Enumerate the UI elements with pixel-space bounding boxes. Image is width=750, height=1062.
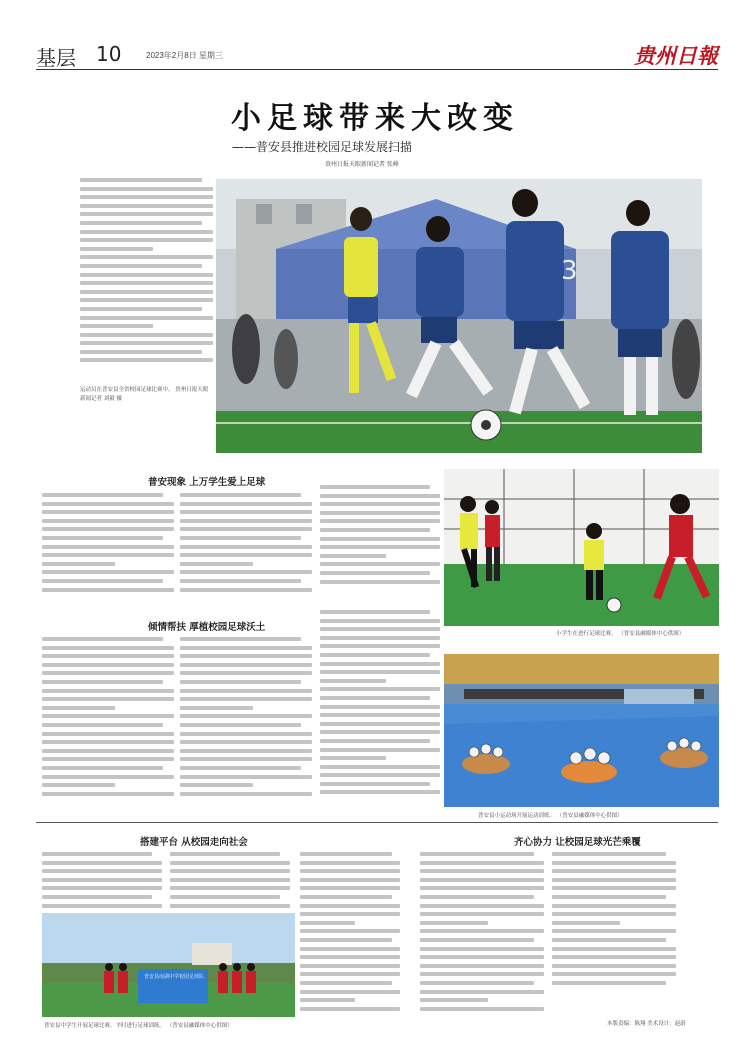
body-text-line	[300, 947, 400, 951]
body-text-line	[42, 783, 115, 787]
body-text-line	[320, 653, 430, 657]
body-text-line	[180, 723, 301, 727]
body-text-line	[170, 869, 290, 873]
body-text-line	[420, 1007, 544, 1011]
body-text-line	[42, 510, 174, 514]
body-text-line	[320, 644, 440, 648]
body-text-line	[42, 895, 152, 899]
page-number: 10	[96, 42, 122, 66]
body-text-line	[80, 255, 213, 259]
body-text-line	[300, 869, 400, 873]
body-text-line	[552, 861, 676, 865]
body-text-line	[180, 510, 312, 514]
body-text-line	[42, 714, 174, 718]
body-text-line	[180, 689, 312, 693]
body-text-line	[180, 519, 312, 523]
body-text-line	[552, 852, 666, 856]
pitch-photo-caption: 普安县小运动场开展运动训练。 （普安县融媒体中心供图）	[478, 813, 623, 819]
girls-photo-caption: 小学生在进行足球比赛。 （普安县融媒体中心供图）	[556, 631, 685, 637]
section-2-text-col-2	[180, 637, 312, 807]
body-text-line	[180, 671, 312, 675]
body-text-line	[170, 895, 280, 899]
body-text-line	[80, 281, 213, 285]
body-text-line	[42, 519, 174, 523]
body-text-line	[552, 981, 666, 985]
body-text-line	[552, 912, 676, 916]
body-text-line	[42, 723, 163, 727]
body-text-line	[42, 671, 174, 675]
section-2-text-col-3	[320, 610, 440, 810]
body-text-line	[180, 792, 312, 796]
body-text-line	[320, 485, 430, 489]
body-text-line	[80, 187, 213, 191]
section-4-text-col-2	[552, 852, 676, 1002]
body-text-line	[300, 895, 392, 899]
body-text-line	[420, 938, 534, 942]
body-text-line	[300, 964, 400, 968]
body-text-line	[180, 553, 312, 557]
body-text-line	[300, 929, 400, 933]
body-text-line	[320, 730, 440, 734]
body-text-line	[320, 696, 430, 700]
section-name: 基层	[36, 46, 76, 70]
svg-text:3: 3	[561, 256, 578, 286]
body-text-line	[300, 972, 400, 976]
body-text-line	[80, 195, 213, 199]
body-text-line	[180, 527, 312, 531]
masthead	[36, 40, 718, 70]
body-text-line	[170, 886, 290, 890]
body-text-line	[552, 886, 676, 890]
body-text-line	[42, 732, 174, 736]
body-text-line	[552, 921, 620, 925]
body-text-line	[552, 955, 676, 959]
body-text-line	[180, 749, 312, 753]
body-text-line	[42, 878, 162, 882]
page-title: 小足球带来大改变	[231, 101, 519, 136]
body-text-line	[552, 904, 676, 908]
body-text-line	[552, 947, 676, 951]
body-text-line	[420, 861, 544, 865]
body-text-line	[180, 697, 312, 701]
section-heading-4: 齐心协力 让校园足球光芒乘覆	[514, 837, 641, 848]
body-text-line	[42, 562, 115, 566]
body-text-line	[42, 663, 174, 667]
section-heading-1: 普安现象 上万学生爱上足球	[148, 477, 266, 488]
body-text-line	[420, 972, 544, 976]
body-text-line	[180, 783, 253, 787]
body-text-line	[552, 972, 676, 976]
body-text-line	[420, 869, 544, 873]
body-text-line	[42, 493, 163, 497]
section-4-text-col-1	[420, 852, 544, 1026]
body-text-line	[42, 680, 163, 684]
body-text-line	[320, 619, 440, 623]
body-text-line	[320, 580, 440, 584]
body-text-line	[42, 757, 174, 761]
body-text-line	[420, 947, 544, 951]
body-text-line	[80, 204, 213, 208]
page-editors-credit: 本版责编：陈翔 美术设计：赵蔚	[607, 1021, 686, 1027]
body-text-line	[80, 273, 213, 277]
body-text-line	[320, 748, 440, 752]
body-text-line	[80, 298, 213, 302]
body-text-line	[80, 316, 213, 320]
body-text-line	[42, 553, 174, 557]
body-text-line	[552, 938, 666, 942]
body-text-line	[42, 579, 163, 583]
issue-date: 2023年2月8日 星期三	[146, 51, 223, 60]
body-text-line	[180, 570, 312, 574]
body-text-line	[80, 264, 202, 268]
article-byline: 贵州日报天眼新闻记者 张峰	[325, 161, 399, 168]
body-text-line	[420, 921, 488, 925]
body-text-line	[80, 221, 202, 225]
body-text-line	[320, 722, 440, 726]
body-text-line	[80, 212, 213, 216]
body-text-line	[180, 579, 301, 583]
body-text-line	[420, 981, 534, 985]
body-text-line	[180, 502, 312, 506]
article-subtitle: ——普安县推进校园足球发展扫描	[232, 140, 413, 154]
body-text-line	[80, 341, 213, 345]
body-text-line	[552, 964, 676, 968]
body-text-line	[420, 964, 544, 968]
body-text-line	[42, 536, 163, 540]
body-text-line	[300, 886, 400, 890]
body-text-line	[320, 773, 440, 777]
body-text-line	[300, 912, 400, 916]
body-text-line	[42, 545, 174, 549]
body-text-line	[320, 627, 440, 631]
body-text-line	[42, 886, 162, 890]
body-text-line	[320, 782, 430, 786]
section-divider	[36, 822, 718, 823]
body-text-line	[420, 955, 544, 959]
body-text-line	[320, 790, 440, 794]
body-text-line	[300, 878, 400, 882]
body-text-line	[180, 706, 253, 710]
body-text-line	[300, 904, 400, 908]
body-text-line	[552, 929, 676, 933]
body-text-line	[420, 998, 488, 1002]
body-text-line	[320, 765, 440, 769]
body-text-line	[300, 955, 400, 959]
body-text-line	[552, 895, 666, 899]
body-text-line	[300, 981, 392, 985]
intro-sidebar-text	[80, 178, 213, 378]
body-text-line	[180, 766, 301, 770]
body-text-line	[180, 536, 301, 540]
body-text-line	[320, 528, 430, 532]
body-text-line	[420, 895, 534, 899]
body-text-line	[180, 654, 312, 658]
body-text-line	[42, 740, 174, 744]
body-text-line	[180, 740, 312, 744]
body-text-line	[300, 861, 400, 865]
body-text-line	[300, 921, 355, 925]
body-text-line	[42, 861, 162, 865]
body-text-line	[180, 646, 312, 650]
body-text-line	[42, 588, 174, 592]
body-text-line	[180, 545, 312, 549]
section-1-text-col-1	[42, 493, 174, 603]
body-text-line	[80, 178, 202, 182]
body-text-line	[320, 571, 430, 575]
team-banner-photo	[42, 913, 295, 1017]
section-2-text-col-1	[42, 637, 174, 807]
body-text-line	[420, 904, 544, 908]
body-text-line	[80, 358, 213, 362]
body-text-line	[80, 307, 202, 311]
body-text-line	[42, 697, 174, 701]
body-text-line	[320, 739, 430, 743]
body-text-line	[42, 775, 174, 779]
main-football-photo	[216, 179, 702, 453]
section-heading-2: 倾情帮扶 厚植校园足球沃土	[148, 622, 266, 633]
body-text-line	[320, 511, 440, 515]
body-text-line	[300, 938, 392, 942]
body-text-line	[420, 912, 544, 916]
body-text-line	[300, 990, 400, 994]
body-text-line	[180, 775, 312, 779]
body-text-line	[42, 646, 174, 650]
section-heading-3: 搭建平台 从校园走向社会	[140, 837, 248, 848]
body-text-line	[42, 654, 174, 658]
body-text-line	[420, 878, 544, 882]
section-1-text-col-3	[320, 485, 440, 595]
body-text-line	[42, 869, 162, 873]
girls-football-photo	[444, 469, 719, 626]
body-text-line	[42, 527, 174, 531]
body-text-line	[420, 852, 534, 856]
body-text-line	[80, 324, 153, 328]
team-banner-text: 普安县南湖中学校园足球队	[143, 974, 204, 980]
section-1-text-col-2	[180, 493, 312, 603]
body-text-line	[300, 852, 392, 856]
body-text-line	[42, 570, 174, 574]
body-text-line	[320, 610, 430, 614]
body-text-line	[42, 689, 174, 693]
body-text-line	[320, 494, 440, 498]
body-text-line	[42, 766, 163, 770]
body-text-line	[180, 562, 253, 566]
body-text-line	[320, 756, 386, 760]
body-text-line	[42, 502, 174, 506]
body-text-line	[170, 878, 290, 882]
body-text-line	[180, 588, 312, 592]
body-text-line	[420, 990, 544, 994]
body-text-line	[300, 998, 355, 1002]
body-text-line	[552, 878, 676, 882]
body-text-line	[80, 333, 213, 337]
body-text-line	[42, 904, 162, 908]
body-text-line	[80, 230, 213, 234]
body-text-line	[180, 493, 301, 497]
banner-photo-caption: 普安县中学生开展足球比赛，平时进行足球训练。 （普安县融媒体中心供图）	[44, 1023, 233, 1029]
newspaper-logo: 贵州日報	[634, 43, 718, 68]
body-text-line	[320, 537, 440, 541]
body-text-line	[320, 679, 386, 683]
body-text-line	[320, 562, 440, 566]
main-photo-caption: 运动员在普安县全省校园足球比赛中。 贵州日报天眼新闻记者 刘毅 摄	[80, 387, 209, 402]
body-text-line	[80, 290, 213, 294]
body-text-line	[320, 705, 440, 709]
body-text-line	[320, 687, 440, 691]
body-text-line	[42, 706, 115, 710]
body-text-line	[180, 637, 301, 641]
body-text-line	[420, 886, 544, 890]
body-text-line	[420, 929, 544, 933]
section-3-text-col-2	[170, 852, 290, 912]
body-text-line	[180, 663, 312, 667]
body-text-line	[170, 904, 290, 908]
body-text-line	[320, 636, 440, 640]
body-text-line	[320, 519, 440, 523]
indoor-pitch-photo	[444, 654, 719, 807]
body-text-line	[42, 637, 163, 641]
body-text-line	[42, 792, 174, 796]
body-text-line	[80, 238, 213, 242]
body-text-line	[42, 852, 152, 856]
body-text-line	[80, 247, 153, 251]
body-text-line	[320, 670, 440, 674]
section-3-text-col-3	[300, 852, 400, 1022]
body-text-line	[552, 869, 676, 873]
body-text-line	[170, 861, 290, 865]
body-text-line	[80, 350, 202, 354]
body-text-line	[170, 852, 280, 856]
body-text-line	[180, 757, 312, 761]
body-text-line	[180, 714, 312, 718]
body-text-line	[320, 554, 386, 558]
body-text-line	[42, 749, 174, 753]
body-text-line	[300, 1007, 400, 1011]
body-text-line	[180, 680, 301, 684]
body-text-line	[320, 713, 440, 717]
body-text-line	[320, 662, 440, 666]
body-text-line	[320, 545, 440, 549]
section-3-text-col-1	[42, 852, 162, 912]
body-text-line	[320, 502, 440, 506]
body-text-line	[180, 732, 312, 736]
